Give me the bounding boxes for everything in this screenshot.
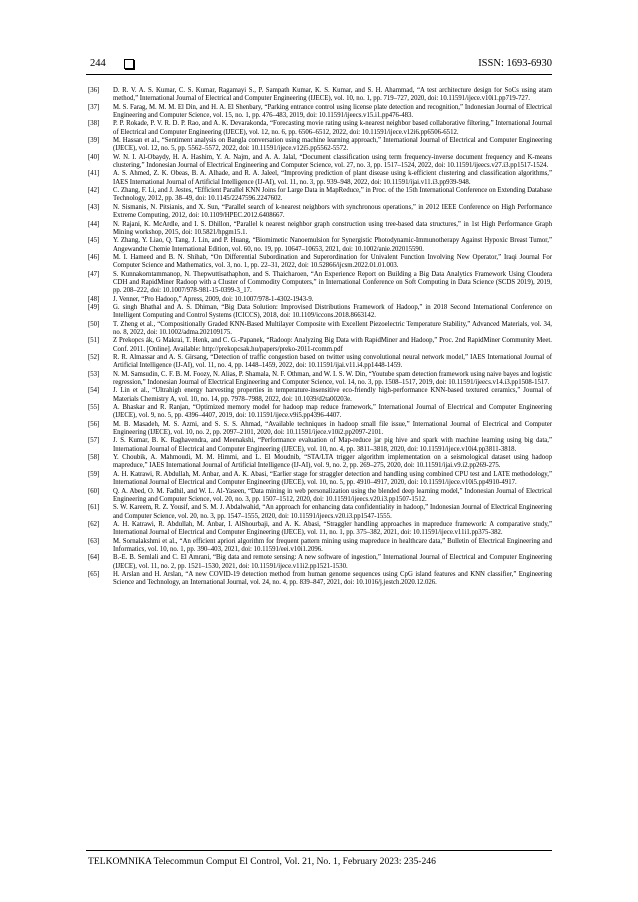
reference-text: C. Zhang, F. Li, and J. Jestes, “Efficient Parallel KNN Joins for Large Data in MapReduce,” in Proc. of the 15th International Conference on Extending Database Technology, 2012, pp. 38–49, doi: 10.1145/2247596.2247602. — [113, 187, 552, 203]
reference-text: A. H. Katrawi, R. Abdullah, M. Anbar, I. AlShourbaji, and A. K. Abasi, “Straggler handling approaches in mapreduce framework: A comparative study,” International Journal of Electrical and Computer Engineering (IJECE), vol. 11, no. 1, pp. 375–382, 2021, doi: 10.11591/ijece.v11i1.pp375-382. — [113, 520, 552, 537]
reference-item — [86, 337, 552, 354]
reference-item — [86, 321, 552, 338]
reference-item — [86, 120, 552, 137]
reference-item — [86, 170, 552, 187]
reference-text: T. Zheng et al., “Compositionally Graded KNN-Based Multilayer Composite with Excellent Piezoelectric Temperature Stability,” Advanced Materials, vol. 34, no. 8, 2022, doi: 10.1002/adma.202109175. — [113, 320, 552, 336]
reference-number: [47] — [88, 270, 100, 278]
issn-label: ISSN: 1693-6930 — [478, 58, 552, 69]
reference-text: D. R. V. A. S. Kumar, C. S. Kumar, Ragamayi S., P. Sampath Kumar, K. S. Kumar, and S. H. Ahammad, “A test architecture design for SoCs using atam method,” International Journal of Electrical and Computer Engineering (IJECE), vol. 10, no. 1, pp. 719–727, 2020, doi: 10.11591/ijece.v10i1.pp719-727. — [113, 87, 552, 103]
reference-text: A. H. Katrawi, R. Abdullah, M. Anbar, and A. K. Abasi, “Earlier stage for straggler detection and handling using combined CPU test and LATE methodology,” International Journal of Electrical and Computer Engineering (IJECE), vol. 10, no. 5, pp. 4910–4917, 2020, doi: 10.11591/ijece.v10i5.pp4910-4917. — [113, 470, 552, 487]
reference-item — [86, 504, 552, 521]
reference-text: M. B. Masadeh, M. S. Azmi, and S. S. S. Ahmad, “Available techniques in hadoop small file issue,” International Journal of Electrical and Computer Engineering (IJECE), vol. 10, no. 2, pp. 2097–2101, 2020, doi: 10.11591/ijece.v10i2.pp2097-2101. — [113, 420, 552, 437]
page-header — [86, 58, 552, 74]
reference-number: [64] — [88, 554, 100, 562]
reference-item — [86, 137, 552, 154]
reference-text: Z Prekopcs ák, G Makrai, T. Henk, and C. G.-Papanek, “Radoop: Analyzing Big Data with RapidMiner and Hadoop,” Proc. 2nd RapidMiner Community Meet. Conf. 2011. [Online]. Available: http://prekopcsak.hu/papers/preko-2011-rcomm.pdf — [113, 337, 552, 353]
reference-text: G. singh Bhathal and A. S. Dhiman, “Big Data Solution: Improvised Distributions Framework of Hadoop,” in 2018 Second International Conference on Intelligent Computing and Control Systems (ICICCS), 2018, doi: 10.1109/iccons.2018.8663142. — [113, 303, 552, 320]
reference-text: J. Venner, “Pro Hadoop,” Apress, 2009, doi: 10.1007/978-1-4302-1943-9. — [113, 295, 314, 303]
reference-item — [86, 204, 552, 221]
reference-text: J. S. Kumar, B. K. Raghavendra, and Meenakshi, “Performance evaluation of Map-reduce jar pig hive and spark with machine learning using big data,” International Journal of Electrical and Computer Engineering (IJECE), vol. 10, no. 4, pp. 3811–3818, 2020, doi: 10.11591/ijece.v10i4.pp3811-3818. — [113, 437, 552, 453]
reference-number: [61] — [88, 504, 100, 512]
reference-item — [86, 254, 552, 271]
reference-number: [36] — [88, 87, 100, 94]
reference-item — [86, 437, 552, 454]
reference-number: [59] — [88, 470, 100, 478]
reference-item — [86, 488, 552, 505]
journal-footer: TELKOMNIKA Telecommun Comput El Control, Vol. 21, No. 1, February 2023: 235-246 — [88, 856, 436, 867]
checkbox-square-icon — [124, 59, 134, 69]
footer-rule — [86, 850, 552, 851]
reference-item — [86, 271, 552, 296]
reference-number: [50] — [88, 320, 100, 328]
reference-item — [86, 87, 552, 104]
reference-number: [54] — [88, 387, 100, 395]
reference-item — [86, 221, 552, 238]
reference-text: B.-E. B. Semlali and C. El Amrani, “Big data and remote sensing: A new software of ingestion,” International Journal of Electrical and Computer Engineering (IJECE), vol. 11, no. 2, pp. 1521–1530, 2021, doi: 10.11591/ijece.v11i2.pp1521-1530. — [113, 554, 552, 570]
reference-item — [86, 454, 552, 471]
reference-number: [57] — [88, 437, 100, 445]
reference-number: [62] — [88, 520, 100, 528]
reference-text: H. Arslan and H. Arslan, “A new COVID-19 detection method from human genome sequences using CpG island features and KNN classifier,” Engineering Science and Technology, an International Journal, vol. 24, no. 4, pp. 839–847, 2021, doi: 10.1016/j.jestch.2020.12.026. — [113, 570, 552, 587]
reference-item — [86, 538, 552, 555]
reference-text: N. Sismanis, N. Pitsianis, and X. Sun, “Parallel search of k-nearest neighbors with synchronous operations,” in 2012 IEEE Conference on High Performance Extreme Computing, 2012, doi: 10.1109/HPEC.2012.6408667. — [113, 203, 552, 220]
reference-item — [86, 354, 552, 371]
reference-number: [46] — [88, 253, 100, 261]
reference-number: [37] — [88, 103, 100, 111]
reference-item — [86, 187, 552, 204]
reference-number: [40] — [88, 153, 100, 161]
page-number: 244 — [90, 58, 106, 69]
reference-item — [86, 554, 552, 571]
reference-number: [41] — [88, 170, 100, 178]
reference-item — [86, 304, 552, 321]
reference-item — [86, 404, 552, 421]
reference-text: R. R. Almassar and A. S. Girsang, “Detection of traffic congestion based on twitter using convolutional neural network model,” IAES International Journal of Artificial Intelligence (IJ-AI), vol. 11, no. 4, pp. 1448–1459, 2022, doi: 10.11591/ijai.v11.i4.pp1448-1459. — [113, 354, 552, 370]
reference-number: [56] — [88, 420, 100, 428]
reference-number: [42] — [88, 187, 100, 195]
reference-number: [65] — [88, 570, 100, 578]
reference-number: [45] — [88, 237, 100, 245]
reference-number: [38] — [88, 120, 100, 128]
reference-item — [86, 104, 552, 121]
reference-text: M. Sornalakshmi et al., “An efficient apriori algorithm for frequent pattern mining using mapreduce in healthcare data,” Bulletin of Electrical Engineering and Informatics, vol. 10, no. 1, pp. 390–403, 2021, doi: 10.11591/eei.v10i1.2096. — [113, 537, 552, 553]
reference-number: [60] — [88, 487, 100, 495]
reference-text: N. Rajani, K. McArdle, and I. S. Dhillon, “Parallel k nearest neighbor graph construction using tree-based data structures,” in 1st High Performance Graph Mining workshop, 2015, doi: 10.5821/hpgm15.1. — [113, 220, 552, 236]
header-rule — [86, 74, 552, 75]
reference-text: Y. Choubik, A. Mahmoudi, M. M. Himmi, and L. El Moudnib, “STA/LTA trigger algorithm implementation on a seismological dataset using hadoop mapreduce,” IAES International Journal of Artificial Intelligence (IJ-AI), vol. 9, no. 2, pp. 269–275, 2020, doi: 10.11591/ijai.v9.i2.pp269-275. — [113, 454, 552, 470]
reference-text: A. Bhaskar and R. Ranjan, “Optimized memory model for hadoop map reduce framework,” International Journal of Electrical and Computer Engineering (IJECE), vol. 9, no. 5, pp. 4396–4407, 2019, doi: 10.11591/ijece.v9i5.pp4396-4407. — [113, 404, 552, 420]
reference-number: [53] — [88, 370, 100, 378]
reference-item — [86, 237, 552, 254]
reference-number: [52] — [88, 354, 100, 361]
reference-item — [86, 471, 552, 488]
reference-text: M. I. Hameed and B. N. Shihab, “On Differential Subordination and Superordination for Univalent Function Involving New Operator,” Iraqi Journal For Computer Science and Mathematics, vol. 3, no. 1, pp. 22–31, 2022, doi: 10.52866/ijcsm.2022.01.01.003. — [113, 253, 552, 270]
reference-item — [86, 296, 552, 304]
reference-number: [58] — [88, 454, 100, 462]
reference-text: M. S. Farag, M. M. M. El Din, and H. A. El Shenbary, “Parking entrance control using license plate detection and recognition,” Indonesian Journal of Electrical Engineering and Computer Science, vol. 15, no. 1, pp. 476–483, 2019, doi: 10.11591/ijeecs.v15.i1.pp476-483. — [113, 103, 552, 120]
reference-list — [86, 87, 552, 847]
reference-item — [86, 371, 552, 388]
reference-text: W. N. I. Al-Obaydy, H. A. Hashim, Y. A. Najm, and A. A. Jalal, “Document classification using term frequency-inverse document frequency and K-means clustering,” Indonesian Journal of Electrical Engineering and Computer Science, vol. 27, no. 3, pp. 1517–1524, 2022, doi: 10.11591/ijeecs.v27.i3.pp1517-1524. — [113, 153, 552, 170]
reference-number: [43] — [88, 203, 100, 211]
reference-text: M. Hassan et al., “Sentiment analysis on Bangla conversation using machine learning approach,” International Journal of Electrical and Computer Engineering (IJECE), vol. 12, no. 5, pp. 5562–5572, 2022, doi: 10.11591/ijece.v12i5.pp5562-5572. — [113, 137, 552, 153]
reference-text: S. Kunnakorntammanop, N. Thepwuttisathaphon, and S. Thaicharoen, “An Experience Report on Building a Big Data Analytics Framework Using Cloudera CDH and RapidMiner Radoop with a Cluster of Commodity Computers,” in International Conference on Soft Computing in Data Science (SCDS 2019), 2019, pp. 208–222, doi: 10.1007/978-981-15-0399-3_17. — [113, 270, 552, 295]
reference-text: P. P. Rokade, P. V. R. D. P. Rao, and A. K. Devarakonda, “Forecasting movie rating using k-nearest neighbor based collaborative filtering,” International Journal of Electrical and Computer Engineering (IJECE), vol. 12, no. 6, pp. 6506–6512, 2022, doi: 10.11591/ijece.v12i6.pp6506-6512. — [113, 120, 552, 136]
reference-item — [86, 387, 552, 404]
reference-number: [48] — [88, 295, 100, 303]
reference-number: [49] — [88, 303, 100, 311]
reference-text: Y. Zhang, Y. Liao, Q. Tang, J. Lin, and P. Huang, “Biomimetic Nanoemulsion for Synergistic Photodynamic-Immunotherapy Against Hypoxic Breast Tumor,” Angewandte Chemie International Edition, vol. 60, no. 19, pp. 10647–10653, 2021, doi: 10.1002/anie.202015590. — [113, 237, 552, 253]
reference-number: [51] — [88, 337, 100, 345]
reference-number: [63] — [88, 537, 100, 545]
reference-text: Q. A. Abed, O. M. Fadhil, and W. L. Al-Yaseen, “Data mining in web personalization using the blended deep learning model,” Indonesian Journal of Electrical Engineering and Computer Science, vol. 20, no. 3, pp. 1507–1512, 2020, doi: 10.11591/ijeecs.v20.i3.pp1507-1512. — [113, 487, 552, 503]
reference-item — [86, 154, 552, 171]
reference-number: [55] — [88, 404, 100, 412]
reference-text: A. S. Ahmed, Z. K. Obeas, B. A. Alhade, and R. A. Jaleel, “Improving prediction of plant disease using k-efficient clustering and classification algorithms,” IAES International Journal of Artificial Intelligence (IJ-AI), vol. 11, no. 3, pp. 939–948, 2022, doi: 10.11591/ijai.v11.i3.pp939-948. — [113, 170, 552, 186]
reference-item — [86, 571, 552, 588]
reference-text: S. W. Kareem, R. Z. Yousif, and S. M. J. Abdalwahid, “An approach for enhancing data confidentiality in hadoop,” Indonesian Journal of Electrical Engineering and Computer Science, vol. 20, no. 3, pp. 1547–1555, 2020, doi: 10.11591/ijeecs.v20.i3.pp1547-1555. — [113, 504, 552, 520]
reference-number: [39] — [88, 137, 100, 145]
reference-text: J. Lin et al., “Ultrahigh energy harvesting properties in temperature-insensitive eco-friendly high-performance KNN-based textured ceramics,” Journal of Materials Chemistry A, vol. 10, no. 14, pp. 7978–7988, 2022, doi: 10.1039/d2ta00203e. — [113, 387, 552, 403]
reference-item — [86, 421, 552, 438]
reference-number: [44] — [88, 220, 100, 228]
reference-text: N. M. Samsudin, C. F. B. M. Foozy, N. Alias, P. Shamala, N. F. Othman, and W. I. S. W. Din, “Youtube spam detection framework using naive bayes and logistic regression,” Indonesian Journal of Electrical Engineering and Computer Science, vol. 14, no. 3, pp. 1508–1517, 2019, doi: 10.11591/ijeecs.v14.i3.pp1508-1517. — [113, 370, 552, 387]
reference-item — [86, 521, 552, 538]
